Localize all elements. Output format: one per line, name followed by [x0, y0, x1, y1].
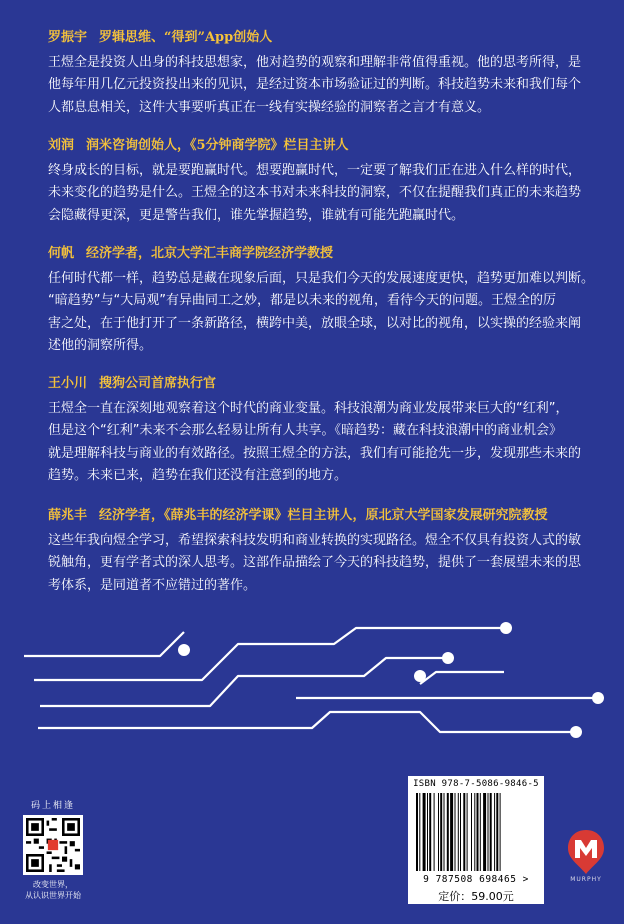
barcode-bar — [474, 793, 475, 871]
endorsement-heading — [48, 136, 588, 156]
barcode-bar — [477, 793, 479, 871]
barcode-bar — [500, 793, 501, 871]
endorsement-heading — [48, 244, 588, 264]
qr-code[interactable] — [23, 815, 83, 875]
body-line: 终身成长的目标，就是要跑赢时代。想要跑赢时代，一定要了解我们正在进入什么样的时代， — [48, 163, 582, 178]
circuit-node — [414, 670, 426, 682]
circuit-node — [570, 726, 582, 738]
circuit-node — [592, 692, 604, 704]
body-line: 趋势。未来已来，趋势在我们还没有注意到的地方。 — [48, 468, 348, 484]
barcode-bar — [427, 793, 428, 871]
endorsement-2 — [48, 136, 588, 227]
endorser-title: 经济学者，《薛兆丰的经济学课》栏目主讲人，原北京大学国家发展研究院教授 — [99, 508, 548, 523]
endorser-title: 罗辑思维、“得到”App创始人 — [99, 30, 273, 45]
circuit-node — [178, 644, 190, 656]
qr-slogan-line: 从认识世界开始 — [25, 891, 81, 900]
body-line: 考体系，是同道者不应错过的著作。 — [48, 577, 257, 593]
endorsement-body — [48, 398, 588, 488]
body-line: 锐触角，更有学者式的深人思考。这部作品描绘了今天的科技趋势，提供了一套展望未来的思 — [48, 555, 582, 571]
qr-slogan-line: 改变世界， — [33, 880, 73, 889]
isbn-number: ISBN 978-7-5086-9846-5 — [413, 779, 539, 789]
endorsement-heading — [48, 28, 588, 48]
barcode-bar — [460, 793, 461, 871]
barcode-bar — [467, 793, 468, 871]
body-line: 任何时代都一样，趋势总是藏在现象后面，只是我们今天的发展速度更快，趋势更加难以判断。 — [48, 271, 595, 286]
endorser-name: 王小川 — [48, 376, 88, 391]
body-line: 就是理解科技与商业的有效路径。按照王煜全的方法，我们有可能抢先一步，发现那些未来的 — [48, 445, 582, 461]
barcode-bar — [450, 793, 453, 871]
endorser-title: 润米咨询创始人，《5分钟商学院》栏目主讲人 — [86, 138, 349, 153]
barcode-bar — [483, 793, 486, 871]
barcode-bar — [463, 793, 465, 871]
endorser-name: 罗振宇 — [48, 30, 88, 45]
barcode-bar — [419, 793, 420, 871]
body-line: 但是这个“红利”未来不会那么轻易让所有人共享。《暗趋势：藏在科技浪潮中的商业机会》 — [48, 423, 562, 439]
body-line: 他每年用几亿元投资投出来的见识，是经过资本市场验证过的判断。科技趋势未来和我们每个 — [48, 77, 582, 93]
endorsement-4 — [48, 374, 588, 488]
barcode-bar — [458, 793, 459, 871]
circuit-line — [38, 712, 576, 732]
barcode-bar — [490, 793, 492, 871]
body-line: 王煜全一直在深刻地观察着这个时代的商业变量。科技浪潮为商业发展带来巨大的“红利”， — [48, 401, 569, 416]
endorsement-body — [48, 530, 588, 597]
circuit-lines-graphic — [0, 620, 624, 740]
endorsement-heading — [48, 506, 588, 526]
endorsement-heading — [48, 374, 588, 394]
barcode-bar — [494, 793, 495, 871]
qr-code-icon — [26, 818, 80, 872]
endorsement-body — [48, 52, 588, 119]
price-label: 定价：59.00元 — [438, 890, 514, 903]
barcode-bar — [455, 793, 456, 871]
endorsement-1 — [48, 28, 588, 119]
barcode-icon — [416, 793, 536, 871]
endorsement-5 — [48, 506, 588, 597]
endorsement-3 — [48, 244, 595, 358]
barcode-bar — [447, 793, 449, 871]
endorsement-body — [48, 160, 588, 227]
circuit-node — [500, 622, 512, 634]
barcode-bar — [423, 793, 426, 871]
endorser-title: 搜狗公司首席执行官 — [99, 376, 217, 391]
endorser-name: 何帆 — [48, 246, 75, 261]
endorsement-body — [48, 268, 595, 358]
barcode-bar — [440, 793, 442, 871]
isbn-barcode-block — [408, 776, 544, 904]
body-line: 害之处，在于他打开了一条新路径，横跨中美，放眼全球，以对比的视角，以实操的经验来阐 — [48, 315, 582, 331]
barcode-bar — [480, 793, 481, 871]
body-line: 这些年我向煜全学习，希望探索科技发明和商业转换的实现路径。煜全不仅具有投资人式的敏 — [48, 533, 582, 548]
barcode-bar — [438, 793, 439, 871]
barcode-bar — [434, 793, 435, 871]
body-line: 未来变化的趋势是什么。王煜全的这本书对未来科技的洞察，不仅在提醒我们真正的未来趋势 — [48, 185, 582, 201]
circuit-line — [420, 672, 504, 684]
barcode-bar — [444, 793, 445, 871]
barcode-digits: 9 787508 698465 > — [423, 874, 529, 885]
body-line: 人都息息相关，这件大事要听真正在一线有实操经验的洞察者之言才有意义。 — [48, 99, 491, 115]
body-line: 会隐藏得更深，更是警告我们，谁先掌握趋势，谁就有可能先跑赢时代。 — [48, 207, 465, 223]
qr-block — [18, 800, 88, 901]
body-line: “暗趋势”与“大局观”有异曲同工之妙，都是以未来的视角，看待今天的问题。王煜全的厉 — [48, 293, 556, 309]
qr-caption: 码上相逢 — [30, 801, 75, 811]
endorser-title: 经济学者，北京大学汇丰商学院经济学教授 — [86, 246, 334, 261]
barcode-bar — [488, 793, 489, 871]
circuit-node — [442, 652, 454, 664]
publisher-logo-text: MURPHY — [570, 876, 602, 883]
body-line: 述他的洞察所得。 — [48, 338, 153, 354]
barcode-bar — [416, 793, 418, 871]
barcode-bar — [429, 793, 431, 871]
body-line: 王煜全是投资人出身的科技思想家，他对趋势的观察和理解非常值得重视。他的思考所得，是 — [48, 55, 582, 70]
barcode-bar — [496, 793, 498, 871]
endorser-name: 刘润 — [48, 138, 75, 153]
barcode-bar — [471, 793, 472, 871]
endorser-name: 薛兆丰 — [48, 508, 88, 523]
circuit-line — [24, 632, 184, 656]
